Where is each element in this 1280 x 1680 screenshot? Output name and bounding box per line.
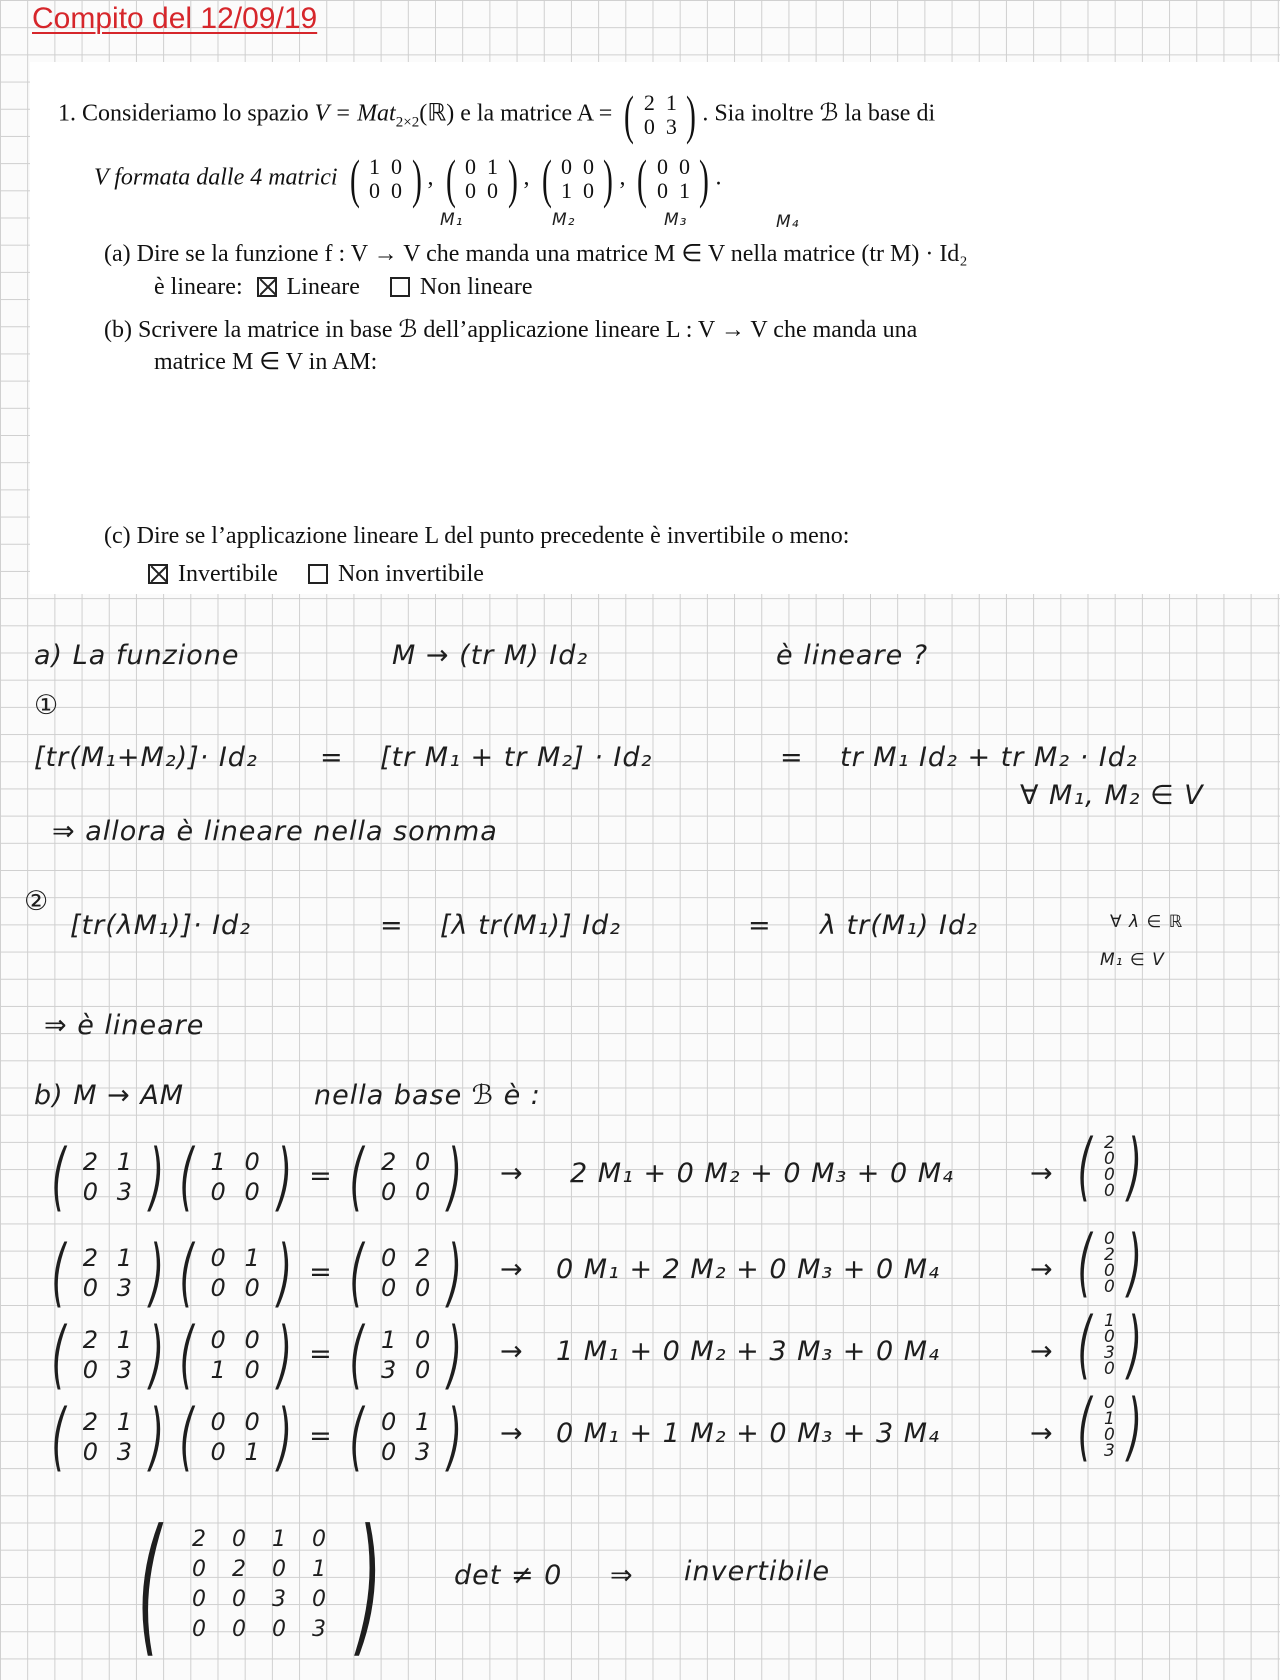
vector-entry: 1 [1103, 1409, 1116, 1429]
result-cell: 0 [415, 1274, 432, 1302]
problem-line-2: V formata dalle 4 matrici ( 1 0 0 0 ) , ( 0 1 0 0 ) , ( 0 0 1 0 ) , ( 0 0 0 1 ) . [94, 149, 722, 209]
vector-entry: 0 [1103, 1277, 1116, 1297]
arrow: → [1030, 1254, 1054, 1285]
equals-sign: = [309, 1160, 333, 1192]
basis-cell: 0 [391, 178, 403, 203]
vector-entry: 0 [1103, 1181, 1116, 1201]
homogeneity-conclusion: ⇒ è lineare [44, 1010, 205, 1041]
basis-cell: 0 [678, 154, 690, 179]
matrix-entry: 2 [232, 1557, 248, 1582]
vector-entry: 3 [1103, 1343, 1116, 1363]
combination-row-4: 0 M₁ + 1 M₂ + 0 M₃ + 3 M₄ [556, 1418, 940, 1449]
question-b-text-2: matrice M ∈ V in AM: [154, 349, 378, 375]
matrix-entry: 0 [232, 1587, 248, 1612]
matrix-a-cell: 3 [116, 1356, 134, 1384]
vector-entry: 2 [1103, 1245, 1116, 1265]
homogeneity-forall-1: ∀ λ ∈ ℝ [1110, 912, 1184, 932]
basis-cell: 0 [244, 1178, 261, 1206]
question-b-text: (b) Scrivere la matrice in base ℬ dell’applicazione lineare L : V → V che manda una [104, 317, 918, 343]
basis-cell: 0 [210, 1408, 227, 1436]
option-non-invertibile-label: Non invertibile [337, 561, 484, 587]
result-cell: 0 [415, 1326, 432, 1354]
basis-cell: 0 [244, 1274, 261, 1302]
option-non-lineare-label: Non lineare [419, 274, 533, 300]
arrow: → [500, 1158, 524, 1189]
result-cell: 1 [415, 1408, 432, 1436]
basis-label-4: M₄ [776, 212, 800, 232]
space-definition: V = Mat [314, 100, 396, 127]
basis-matrix-2: ( 0 1 0 0 ) [445, 149, 518, 209]
additivity-middle: [tr M₁ + tr M₂] · Id₂ [380, 742, 653, 773]
space-subscript: 2×2 [395, 114, 420, 131]
question-a-text: (a) Dire se la funzione f : V → V che manda una matrice M ∈ V nella matrice (tr M) · Id₂ [104, 241, 968, 267]
checkbox-lineare[interactable] [257, 277, 277, 297]
vector-entry: 0 [1103, 1393, 1116, 1413]
step-1-marker: ① [34, 690, 60, 721]
additivity-lhs: [tr(M₁+M₂)]· Id₂ [34, 742, 258, 773]
arrow: → [1030, 1418, 1054, 1449]
matrix-a-cell: 3 [665, 114, 677, 139]
basis-cell: 0 [582, 154, 594, 179]
basis-cell: 0 [582, 178, 594, 203]
basis-cell: 0 [465, 154, 477, 179]
note-b-base: nella base ℬ è : [314, 1080, 541, 1111]
space-field: (ℝ) e la matrice A = [419, 100, 613, 127]
basis-intro: V formata dalle 4 matrici [94, 164, 338, 191]
combination-row-1: 2 M₁ + 0 M₂ + 0 M₃ + 0 M₄ [570, 1158, 954, 1189]
matrix-entry: 0 [192, 1587, 208, 1612]
basis-cell: 1 [244, 1438, 261, 1466]
question-c-options [148, 560, 484, 589]
computation-row-2: ( 2 1 0 3 ) ( 0 1 0 0 ) = ( 0 2 0 0 ) [51, 1230, 463, 1316]
matrix-entry: 0 [232, 1527, 248, 1552]
basis-cell: 1 [210, 1148, 227, 1176]
matrix-a-cell: 3 [116, 1438, 134, 1466]
vector-entry: 0 [1103, 1261, 1116, 1281]
coordinate-vector-1: ( 2 0 0 0 ) [1077, 1124, 1143, 1210]
matrix-entry: 0 [312, 1527, 328, 1552]
matrix-entry: 3 [312, 1617, 328, 1642]
matrix-entry: 0 [312, 1587, 328, 1612]
vector-entry: 1 [1103, 1311, 1116, 1331]
matrix-a-cell: 1 [116, 1326, 134, 1354]
basis-cell: 0 [210, 1244, 227, 1272]
basis-cell: 0 [560, 154, 572, 179]
matrix-a-cell: 0 [82, 1178, 100, 1206]
conclusion-invertible: invertibile [684, 1556, 831, 1587]
basis-cell: 0 [210, 1274, 227, 1302]
problem-line-1 [58, 85, 936, 145]
arrow: → [500, 1336, 524, 1367]
checkbox-non-invertibile[interactable] [308, 564, 328, 584]
vector-entry: 0 [1103, 1425, 1116, 1445]
arrow: → [1030, 1336, 1054, 1367]
result-cell: 0 [381, 1274, 398, 1302]
matrix-a-cell: 2 [643, 90, 655, 115]
equals-sign: = [309, 1338, 333, 1370]
determinant-note: det ≠ 0 [454, 1560, 563, 1591]
basis-matrix-3: ( 0 0 1 0 ) [541, 149, 614, 209]
equals-sign: = [380, 910, 404, 941]
matrix-entry: 3 [272, 1587, 288, 1612]
homogeneity-lhs: [tr(λM₁)]· Id₂ [70, 910, 252, 941]
basis-label-2: M₂ [552, 210, 576, 230]
basis-label-1: M₁ [440, 210, 464, 230]
computation-row-1: ( 2 1 0 3 ) ( 1 0 0 0 ) = ( 2 0 0 0 ) [51, 1134, 463, 1220]
result-cell: 2 [415, 1244, 432, 1272]
basis-cell: 0 [465, 178, 477, 203]
result-cell: 0 [415, 1356, 432, 1384]
basis-cell: 1 [560, 178, 572, 203]
combination-row-2: 0 M₁ + 2 M₂ + 0 M₃ + 0 M₄ [556, 1254, 940, 1285]
question-a-prompt: è lineare: [154, 274, 243, 300]
vector-entry: 0 [1103, 1149, 1116, 1169]
option-lineare-label: Lineare [286, 274, 360, 300]
homogeneity-rhs: λ tr(M₁) Id₂ [820, 910, 978, 941]
basis-cell: 1 [678, 178, 690, 203]
basis-cell: 0 [369, 178, 381, 203]
matrix-a-cell: 2 [82, 1408, 100, 1436]
coordinate-vector-3: ( 1 0 3 0 ) [1077, 1302, 1143, 1388]
checkbox-invertibile[interactable] [148, 564, 168, 584]
matrix-entry: 2 [192, 1527, 208, 1552]
equals-sign: = [748, 910, 772, 941]
basis-cell: 0 [487, 178, 499, 203]
matrix-entry: 0 [272, 1557, 288, 1582]
note-a-title: a) La funzione [34, 640, 240, 671]
additivity-forall: ∀ M₁, M₂ ∈ V [1020, 780, 1204, 811]
question-a-options [154, 273, 533, 302]
vector-entry: 0 [1103, 1359, 1116, 1379]
result-cell: 3 [415, 1438, 432, 1466]
vector-entry: 0 [1103, 1229, 1116, 1249]
combination-row-3: 1 M₁ + 0 M₂ + 3 M₃ + 0 M₄ [556, 1336, 940, 1367]
vector-entry: 2 [1103, 1133, 1116, 1153]
result-cell: 0 [381, 1178, 398, 1206]
vector-entry: 0 [1103, 1165, 1116, 1185]
step-2-marker: ② [24, 886, 50, 917]
result-cell: 1 [381, 1326, 398, 1354]
matrix-a-cell: 0 [643, 114, 655, 139]
vector-entry: 0 [1103, 1327, 1116, 1347]
coordinate-vector-4: ( 0 1 0 3 ) [1077, 1384, 1143, 1470]
note-a-question: è lineare ? [776, 640, 929, 671]
basis-cell: 0 [210, 1438, 227, 1466]
matrix-entry: 0 [192, 1617, 208, 1642]
matrix-entry: 0 [272, 1617, 288, 1642]
problem-intro: 1. Consideriamo lo spazio [58, 100, 315, 127]
basis-cell: 0 [391, 154, 403, 179]
matrix-of-l: ( 2 0 1 0 0 2 0 1 0 0 3 0 0 0 0 3 ) [137, 1498, 382, 1672]
basis-cell: 0 [210, 1326, 227, 1354]
computation-row-3: ( 2 1 0 3 ) ( 0 0 1 0 ) = ( 1 0 3 0 ) [51, 1312, 463, 1398]
equals-sign: = [780, 742, 804, 773]
implies-arrow: ⇒ [610, 1560, 634, 1591]
matrix-a-cell: 1 [116, 1148, 134, 1176]
equals-sign: = [320, 742, 344, 773]
vector-entry: 3 [1103, 1441, 1116, 1461]
matrix-a-cell: 3 [116, 1178, 134, 1206]
question-c-text: (c) Dire se l’applicazione lineare L del punto precedente è invertibile o meno: [104, 523, 850, 549]
basis-cell: 1 [487, 154, 499, 179]
basis-cell: 0 [244, 1148, 261, 1176]
note-b-title: b) M → AM [34, 1080, 185, 1111]
result-cell: 0 [415, 1178, 432, 1206]
matrix-a-cell: 2 [82, 1326, 100, 1354]
arrow: → [1030, 1158, 1054, 1189]
arrow: → [500, 1418, 524, 1449]
matrix-entry: 0 [232, 1617, 248, 1642]
basis-cell: 0 [210, 1178, 227, 1206]
homogeneity-middle: [λ tr(M₁)] Id₂ [440, 910, 622, 941]
basis-cell: 0 [244, 1356, 261, 1384]
additivity-conclusion: ⇒ allora è lineare nella somma [52, 816, 498, 847]
arrow: → [500, 1254, 524, 1285]
basis-matrix-1: ( 1 0 0 0 ) [349, 149, 422, 209]
matrix-entry: 1 [272, 1527, 288, 1552]
checkbox-non-lineare[interactable] [390, 277, 410, 297]
equals-sign: = [309, 1420, 333, 1452]
matrix-a-cell: 0 [82, 1438, 100, 1466]
result-cell: 0 [415, 1148, 432, 1176]
result-cell: 3 [381, 1356, 398, 1384]
matrix-entry: 0 [192, 1557, 208, 1582]
basis-label-3: M₃ [664, 210, 688, 230]
homogeneity-forall-2: M₁ ∈ V [1100, 950, 1165, 970]
problem-basis-intro: . Sia inoltre ℬ la base di [702, 100, 936, 127]
basis-cell: 0 [656, 178, 668, 203]
matrix-a-cell: 0 [82, 1274, 100, 1302]
basis-matrix-4: ( 0 0 0 1 ) [637, 149, 710, 209]
matrix-a-cell: 1 [116, 1244, 134, 1272]
page-title: Compito del 12/09/19 [32, 2, 318, 35]
basis-cell: 0 [656, 154, 668, 179]
matrix-a-cell: 2 [82, 1244, 100, 1272]
option-invertibile-label: Invertibile [178, 561, 278, 587]
additivity-rhs: tr M₁ Id₂ + tr M₂ · Id₂ [840, 742, 1138, 773]
basis-cell: 1 [210, 1356, 227, 1384]
result-cell: 0 [381, 1408, 398, 1436]
matrix-a-cell: 1 [116, 1408, 134, 1436]
basis-cell: 0 [244, 1326, 261, 1354]
matrix-a-cell: 3 [116, 1274, 134, 1302]
result-cell: 0 [381, 1244, 398, 1272]
computation-row-4: ( 2 1 0 3 ) ( 0 0 0 1 ) = ( 0 1 0 3 ) [51, 1394, 463, 1480]
coordinate-vector-2: ( 0 2 0 0 ) [1077, 1220, 1143, 1306]
basis-cell: 1 [244, 1244, 261, 1272]
matrix-a: ( 2 1 0 3 ) [624, 85, 697, 145]
matrix-entry: 1 [312, 1557, 328, 1582]
basis-cell: 0 [244, 1408, 261, 1436]
note-a-map: M → (tr M) Id₂ [392, 640, 589, 671]
equals-sign: = [309, 1256, 333, 1288]
matrix-a-cell: 0 [82, 1356, 100, 1384]
result-cell: 0 [381, 1438, 398, 1466]
matrix-a-cell: 2 [82, 1148, 100, 1176]
basis-cell: 1 [369, 154, 381, 179]
result-cell: 2 [381, 1148, 398, 1176]
matrix-a-cell: 1 [665, 90, 677, 115]
